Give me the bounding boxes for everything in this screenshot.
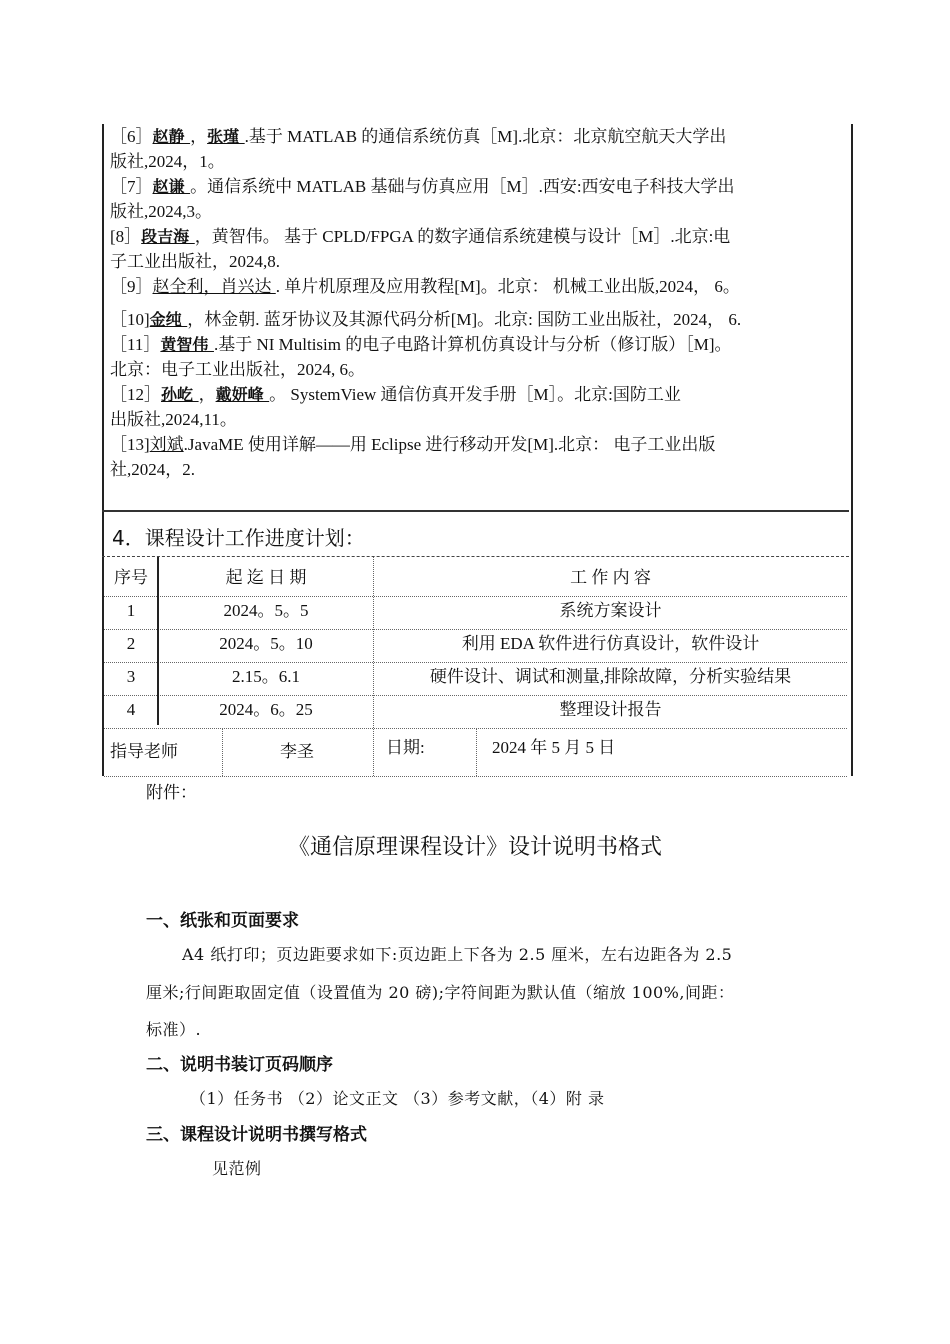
reference-author: 张瑾 bbox=[207, 127, 245, 146]
reference-line bbox=[110, 432, 840, 457]
schedule-row bbox=[104, 596, 847, 630]
row-no: 4 bbox=[126, 700, 136, 719]
row-no: 1 bbox=[126, 601, 136, 620]
reference-list bbox=[110, 124, 840, 482]
reference-author: 金纯 bbox=[149, 310, 188, 329]
reference-text: ， bbox=[198, 385, 216, 404]
reference-item bbox=[110, 224, 840, 274]
reference-text: ，林金朝. 蓝牙协议及其源代码分析[M]。北京: 国防工业出版社，2024， 6. bbox=[187, 310, 742, 329]
row-work: 硬件设计、调试和测量,排除故障，分析实验结果 bbox=[429, 667, 792, 686]
reference-author: 刘斌 bbox=[149, 435, 184, 454]
advisor-divider bbox=[222, 728, 223, 776]
reference-line: 出版社,2024,11。 bbox=[110, 410, 237, 429]
schedule-top-border bbox=[102, 556, 849, 557]
section-3-heading: 三、课程设计说明书撰写格式 bbox=[146, 1125, 367, 1145]
schedule-row bbox=[104, 695, 847, 729]
reference-text: ［10] bbox=[110, 310, 150, 329]
reference-line bbox=[110, 274, 840, 299]
header-no: 序号 bbox=[114, 568, 148, 587]
schedule-row bbox=[104, 662, 847, 696]
row-no: 3 bbox=[126, 667, 136, 686]
reference-text: 。通信系统中 MATLAB 基础与仿真应用［M］.西安:西安电子科技大学出 bbox=[190, 177, 735, 196]
reference-line bbox=[110, 382, 840, 407]
reference-text: .基于 NI Multisim 的电子电路计算机仿真设计与分析（修订版）［M]。 bbox=[213, 335, 732, 354]
row-work: 利用 EDA 软件进行仿真设计，软件设计 bbox=[461, 634, 760, 653]
reference-text: ［13] bbox=[110, 435, 150, 454]
date-value: 2024 年 5 月 5 日 bbox=[492, 738, 616, 757]
reference-line: 版社,2024,3。 bbox=[110, 202, 212, 221]
reference-author: 赵静 bbox=[152, 127, 191, 146]
reference-item bbox=[110, 174, 840, 224]
document-title: 《通信原理课程设计》设计说明书格式 bbox=[287, 835, 662, 860]
date-label: 日期: bbox=[386, 738, 425, 757]
reference-item bbox=[110, 382, 840, 432]
row-date: 2.15。6.1 bbox=[232, 667, 300, 686]
section-2-line-1: （1）任务书 （2）论文正文 （3）参考文献，（4）附 录 bbox=[190, 1089, 605, 1108]
reference-text: ［12］ bbox=[110, 385, 161, 404]
reference-text: .基于 MATLAB 的通信系统仿真［M].北京：北京航空航天大学出 bbox=[244, 127, 727, 146]
reference-item bbox=[110, 332, 840, 382]
reference-text: ， bbox=[190, 127, 208, 146]
schedule-header-row bbox=[104, 563, 847, 597]
reference-item bbox=[110, 274, 840, 299]
reference-text: [8］ bbox=[110, 227, 142, 246]
reference-author: 赵全利，肖兴达 bbox=[152, 277, 276, 296]
advisor-name: 李圣 bbox=[280, 742, 314, 761]
section-divider bbox=[102, 510, 849, 512]
section-1-heading: 一、纸张和页面要求 bbox=[146, 911, 299, 931]
reference-line bbox=[110, 332, 840, 357]
section-1-line-2: 厘米;行间距取固定值（设置值为 20 磅);字符间距为默认值（缩放 100%,间距： bbox=[146, 983, 735, 1002]
reference-text: ［6］ bbox=[110, 127, 153, 146]
reference-item bbox=[110, 124, 840, 174]
reference-text: ［7］ bbox=[110, 177, 153, 196]
reference-item bbox=[110, 432, 840, 482]
reference-line: 社,2024，2. bbox=[110, 460, 195, 479]
row-work: 整理设计报告 bbox=[559, 700, 662, 719]
row-date: 2024。5。10 bbox=[219, 634, 313, 653]
row-no: 2 bbox=[126, 634, 136, 653]
reference-item bbox=[110, 307, 840, 332]
reference-text: 。 SystemView 通信仿真开发手册［M］。北京:国防工业 bbox=[269, 385, 681, 404]
reference-author: 段吉海 bbox=[141, 227, 195, 246]
header-work: 工 作 内 容 bbox=[570, 568, 651, 587]
reference-text: ，黄智伟。 基于 CPLD/FPGA 的数字通信系统建模与设计［M］.北京:电 bbox=[194, 227, 731, 246]
reference-line: 北京：电子工业出版社，2024, 6。 bbox=[110, 360, 365, 379]
reference-line bbox=[110, 124, 840, 149]
reference-text: ［11］ bbox=[110, 335, 161, 354]
reference-text: ［9］ bbox=[110, 277, 153, 296]
column-divider-no bbox=[157, 557, 159, 725]
attachment-label: 附件： bbox=[146, 783, 197, 803]
date-divider bbox=[476, 728, 477, 776]
reference-author: 黄智伟 bbox=[160, 335, 214, 354]
section-3-line-1: 见范例 bbox=[212, 1159, 262, 1178]
reference-author: 赵谦 bbox=[152, 177, 191, 196]
section-1-line-3: 标准）. bbox=[146, 1020, 202, 1039]
reference-line bbox=[110, 224, 840, 249]
section-2-heading: 二、说明书装订页码顺序 bbox=[146, 1055, 333, 1075]
reference-text: . 单片机原理及应用教程[M]。北京： 机械工业出版,2024， 6。 bbox=[275, 277, 740, 296]
advisor-label: 指导老师 bbox=[110, 742, 178, 761]
reference-line: 子工业出版社，2024,8. bbox=[110, 252, 280, 271]
reference-line bbox=[110, 174, 840, 199]
reference-author: 孙屹 bbox=[161, 385, 199, 404]
reference-line bbox=[110, 307, 840, 332]
row-work: 系统方案设计 bbox=[559, 601, 662, 620]
row-date: 2024。6。25 bbox=[219, 700, 313, 719]
reference-line: 版社,2024，1。 bbox=[110, 152, 225, 171]
section-1-line-1: A4 纸打印；页边距要求如下:页边距上下各为 2.5 厘米，左右边距各为 2.5 bbox=[182, 945, 733, 964]
reference-author: 戴妍峰 bbox=[215, 385, 270, 404]
schedule-row bbox=[104, 629, 847, 663]
row-date: 2024。5。5 bbox=[223, 601, 309, 620]
reference-text: .JavaME 使用详解——用 Eclipse 进行移动开发[M].北京： 电子工业出版 bbox=[183, 435, 716, 454]
schedule-title: 4．课程设计工作进度计划： bbox=[112, 526, 365, 550]
header-date: 起 迄 日 期 bbox=[225, 568, 307, 587]
